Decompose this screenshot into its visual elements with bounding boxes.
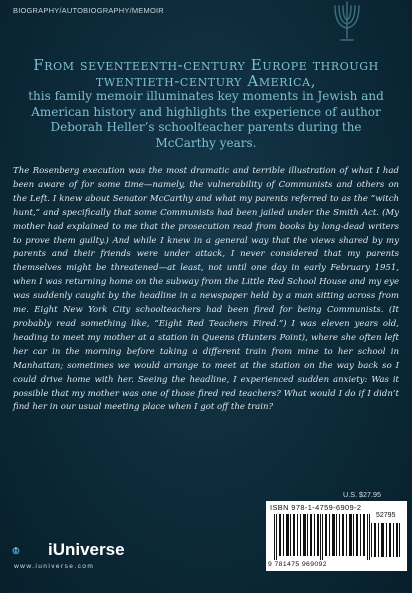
price-code-label: 52795 — [376, 512, 396, 519]
genre-label: BIOGRAPHY/AUTOBIOGRAPHY/MEMOIR — [13, 6, 164, 15]
barcode-icon — [274, 514, 370, 560]
addon-barcode-icon — [371, 523, 401, 565]
menorah-emblem-icon — [334, 0, 360, 44]
publisher-name: iUniverse — [48, 540, 125, 559]
intro-rest: this family memoir illuminates key moments in Jewish and American history and highlights the experience of author Deborah Heller’s schoolteacher parents during the McCarthy years. — [28, 89, 384, 150]
memoir-excerpt: The Rosenberg execution was the most dramatic and terrible illustration of what I had been aware of for some time—namely, the vulnerability of Communists and others on the Left. I knew about Senator McCarthy and what my parents referred to as the “witch hunt,” and specifically that some Communists had been jailed under the Smith Act. (My mother had explained to me that the prosecution read from books by long-dead writers to prove them guilty.) And while I knew in a general way that the views shared by my parents and their friends were under attack, I never considered that my parents themselves might be threatened—at least, not until one day in early February 1951, when I was returning home on the subway from the Little Red School House and my eye was suddenly caught by the headline in a newspaper held by a man sitting across from me. Eight New York City schoolteachers had been fired for being Communists. (It probably read something like, “Eight Red Teachers Fired.”) I was eleven years old, heading to meet my mother at a station in Queens (Hunters Point), where she often left her car in the morning before taking a different train from mine to her school in Manhattan; sometimes we would arrange to meet at the station on the way back so I could drive home with her. Seeing the headline, I experienced sudden anxiety: Was it possible that my mother was one of those fired red teachers? What would I do if I didn’t find her in our usual meeting place when I got off the train? — [13, 166, 399, 413]
publisher-url: www.iuniverse.com — [14, 563, 95, 570]
price-label: U.S. $27.95 — [343, 490, 381, 499]
iuniverse-logo-icon — [12, 536, 46, 566]
intro-lead: From seventeenth-century Europe through twentieth-century America, — [33, 56, 379, 90]
ean-number: 9 781475 969092 — [268, 561, 327, 568]
intro-blurb — [22, 58, 390, 151]
barcode-box — [266, 501, 407, 571]
isbn-label: ISBN 978-1-4759-6909-2 — [270, 503, 362, 512]
